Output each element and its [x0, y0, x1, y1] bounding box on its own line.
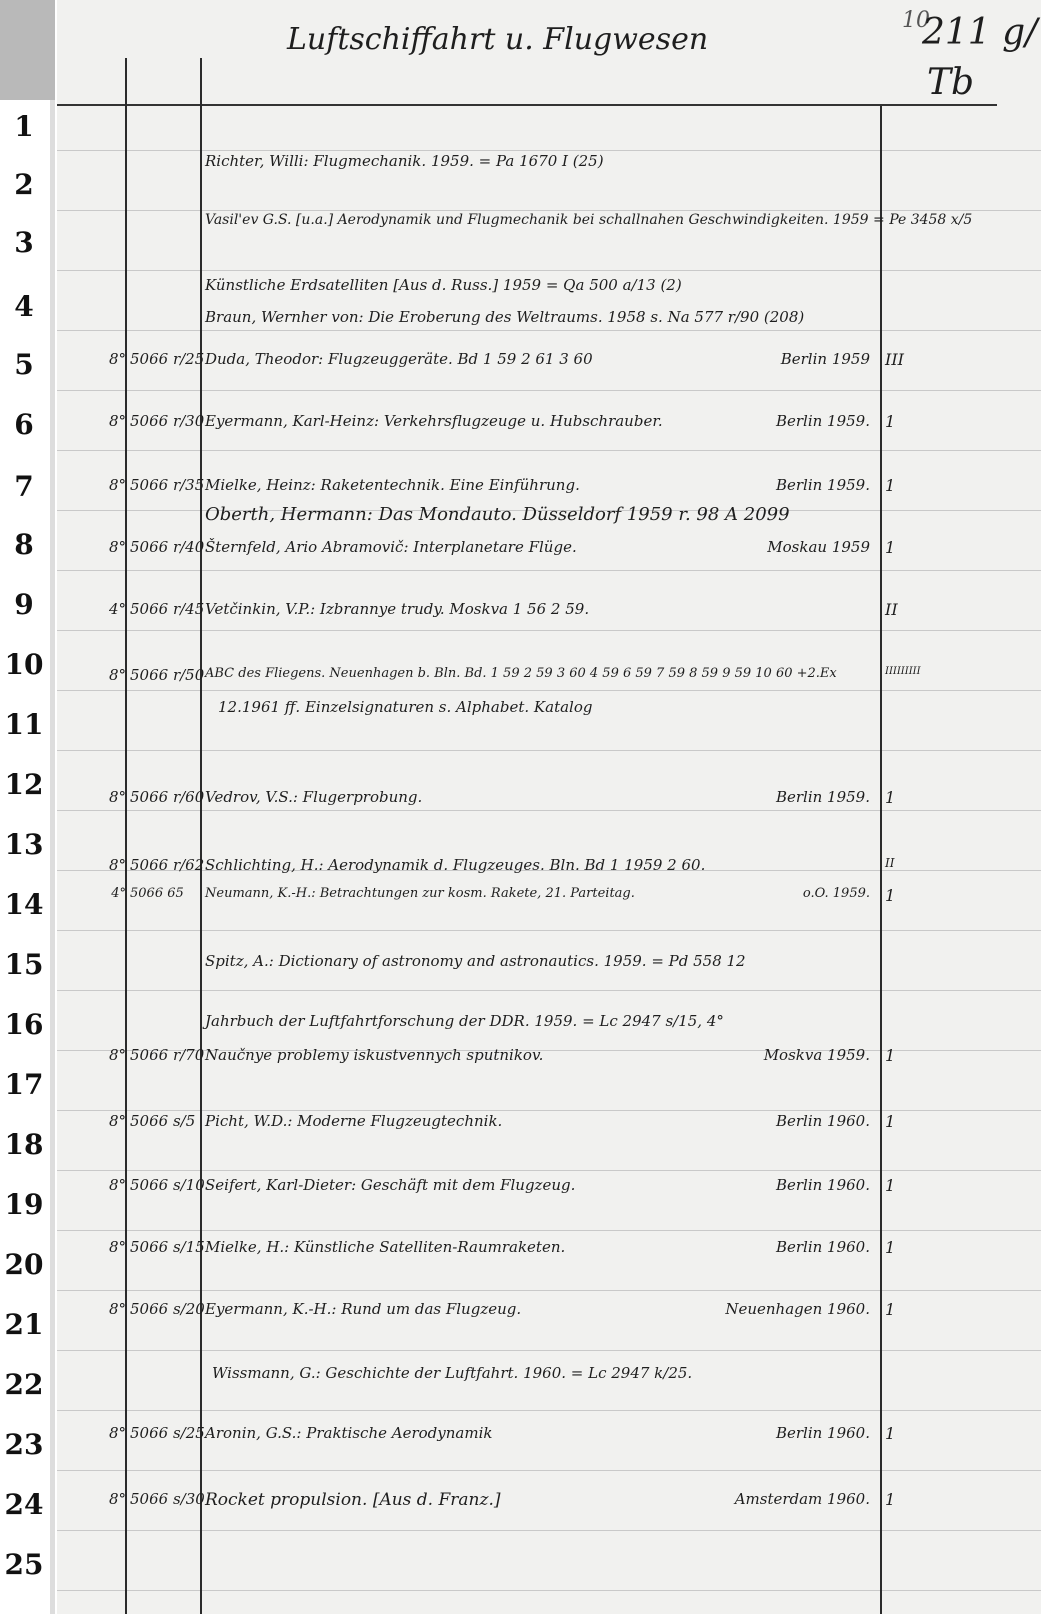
format-mark: 8° [108, 1300, 126, 1318]
format-mark: 8° [108, 1424, 126, 1442]
call-number: 5066 s/10 [130, 1176, 205, 1194]
imprint: Berlin 1960. [775, 1424, 870, 1442]
format-mark: 8° [108, 1238, 126, 1256]
format-mark: 8° [108, 856, 126, 874]
catalog-entry: Mielke, H.: Künstliche Satelliten-Raumraketen. [205, 1238, 566, 1256]
format-mark: 8° [108, 1176, 126, 1194]
catalog-entry: Künstliche Erdsatelliten [Aus d. Russ.] 1959 = Qa 500 a/13 (2) [205, 276, 682, 294]
copy-count: 1 [885, 1490, 896, 1509]
catalog-entry: Wissmann, G.: Geschichte der Luftfahrt. 1960. = Lc 2947 k/25. [212, 1364, 693, 1382]
row-number: 9 [14, 588, 34, 621]
copy-count: III [885, 350, 904, 369]
copy-count: 1 [885, 1112, 896, 1131]
shelf-code: Tb [927, 62, 975, 103]
row-number: 16 [4, 1008, 44, 1041]
copy-count: 1 [885, 886, 896, 905]
call-number: 5066 r/35 [130, 476, 205, 494]
copy-count: 1 [885, 538, 896, 557]
row-number: 24 [4, 1488, 44, 1521]
row-number: 25 [4, 1548, 44, 1581]
call-number: 5066 r/45 [130, 600, 205, 618]
catalog-entry: Eyermann, Karl-Heinz: Verkehrsflugzeuge u. Hubschrauber. [205, 412, 663, 430]
copy-count: 1 [885, 1238, 896, 1257]
call-number: 5066 r/30 [130, 412, 205, 430]
catalog-entry: Vedrov, V.S.: Flugerprobung. [205, 788, 423, 806]
call-number: 5066 r/60 [130, 788, 205, 806]
catalog-entry: Seifert, Karl-Dieter: Geschäft mit dem Flugzeug. [205, 1176, 576, 1194]
format-mark: 8° [108, 350, 126, 368]
catalog-entry: 12.1961 ff. Einzelsignaturen s. Alphabet. Katalog [218, 698, 593, 716]
call-number: 5066 s/30 [130, 1490, 205, 1508]
imprint: Berlin 1959. [775, 412, 870, 430]
imprint: Amsterdam 1960. [734, 1490, 870, 1508]
row-number: 21 [4, 1308, 44, 1341]
row-number: 13 [4, 828, 44, 861]
catalog-entry: Mielke, Heinz: Raketentechnik. Eine Einführung. [205, 476, 580, 494]
catalog-entry: Rocket propulsion. [Aus d. Franz.] [205, 1490, 501, 1510]
row-number: 17 [4, 1068, 44, 1101]
copy-count: 1 [885, 1424, 896, 1443]
row-number: 11 [4, 708, 44, 741]
imprint: Berlin 1959 [780, 350, 870, 368]
copy-count: 1 [885, 1046, 896, 1065]
imprint: o.O. 1959. [802, 886, 870, 901]
shelf-mark: 211 g/ [922, 12, 1038, 53]
row-number: 4 [14, 290, 34, 323]
imprint: Moskau 1959 [767, 538, 870, 556]
catalog-entry: Schlichting, H.: Aerodynamik d. Flugzeuges. Bln. Bd 1 1959 2 60. [205, 856, 706, 874]
row-number: 1 [14, 110, 34, 143]
format-mark: 8° [108, 1046, 126, 1064]
row-number: 8 [14, 528, 34, 561]
catalog-entry: Jahrbuch der Luftfahrtforschung der DDR. 1959. = Lc 2947 s/15, 4° [205, 1012, 724, 1030]
row-number: 23 [4, 1428, 44, 1461]
page-title: Luftschiffahrt u. Flugwesen [287, 22, 709, 57]
row-number: 19 [4, 1188, 44, 1221]
call-number: 5066 s/20 [130, 1300, 205, 1318]
copy-count: 1 [885, 1300, 896, 1319]
call-number: 5066 r/25 [130, 350, 205, 368]
row-number: 10 [4, 648, 44, 681]
copy-count: 1 [885, 788, 896, 807]
format-mark: 8° [108, 788, 126, 806]
row-number: 20 [4, 1248, 44, 1281]
format-mark: 4° [108, 600, 126, 618]
call-number: 5066 65 [130, 886, 184, 901]
format-mark: 4° [111, 886, 126, 901]
format-mark: 8° [108, 538, 126, 556]
copy-count: IIIIIIIII [885, 666, 921, 677]
catalog-entry: Picht, W.D.: Moderne Flugzeugtechnik. [205, 1112, 503, 1130]
format-mark: 8° [108, 1490, 126, 1508]
call-number: 5066 r/62 [130, 856, 205, 874]
imprint: Berlin 1959. [775, 476, 870, 494]
catalog-entry: Oberth, Hermann: Das Mondauto. Düsseldorf 1959 r. 98 A 2099 [205, 504, 790, 525]
catalog-entry: Richter, Willi: Flugmechanik. 1959. = Pa 1670 I (25) [205, 152, 604, 170]
row-number: 14 [4, 888, 44, 921]
row-number: 6 [14, 408, 34, 441]
catalog-entry: Vetčinkin, V.P.: Izbrannye trudy. Moskva 1 56 2 59. [205, 600, 590, 618]
catalog-entry: Neumann, K.-H.: Betrachtungen zur kosm. Rakete, 21. Parteitag. [205, 886, 635, 901]
call-number: 5066 s/5 [130, 1112, 196, 1130]
imprint: Moskva 1959. [763, 1046, 870, 1064]
catalog-entry: Eyermann, K.-H.: Rund um das Flugzeug. [205, 1300, 522, 1318]
catalog-entry: Naučnye problemy iskustvennych sputnikov. [205, 1046, 544, 1064]
copy-count: II [885, 856, 895, 870]
call-number: 5066 r/50 [130, 666, 205, 684]
row-number: 5 [14, 348, 34, 381]
imprint: Berlin 1960. [775, 1176, 870, 1194]
row-number: 3 [14, 226, 34, 259]
catalog-entry: ABC des Fliegens. Neuenhagen b. Bln. Bd. 1 59 2 59 3 60 4 59 6 59 7 59 8 59 9 59 10 60 +2.Ex [205, 666, 837, 681]
catalog-entry: Braun, Wernher von: Die Eroberung des Weltraums. 1958 s. Na 577 r/90 (208) [205, 308, 805, 326]
corner-note: 10 [902, 8, 930, 33]
catalog-entry: Aronin, G.S.: Praktische Aerodynamik [205, 1424, 493, 1442]
format-mark: 8° [108, 1112, 126, 1130]
copy-count: II [885, 600, 898, 619]
imprint: Neuenhagen 1960. [725, 1300, 870, 1318]
copy-count: 1 [885, 1176, 896, 1195]
row-number: 12 [4, 768, 44, 801]
call-number: 5066 s/25 [130, 1424, 205, 1442]
format-mark: 8° [108, 476, 126, 494]
catalog-entry: Duda, Theodor: Flugzeuggeräte. Bd 1 59 2 61 3 60 [205, 350, 593, 368]
row-number: 18 [4, 1128, 44, 1161]
format-mark: 8° [108, 412, 126, 430]
format-mark: 8° [108, 666, 126, 684]
row-number: 15 [4, 948, 44, 981]
catalog-entry: Spitz, A.: Dictionary of astronomy and astronautics. 1959. = Pd 558 12 [205, 952, 746, 970]
row-number: 2 [14, 168, 34, 201]
row-number: 7 [14, 470, 34, 503]
call-number: 5066 s/15 [130, 1238, 205, 1256]
catalog-entry: Šternfeld, Ario Abramovič: Interplanetare Flüge. [205, 538, 577, 556]
catalog-entry: Vasil'ev G.S. [u.a.] Aerodynamik und Flugmechanik bei schallnahen Geschwindigkeiten. 1959 = Pe 3458 x/5 [205, 212, 973, 228]
imprint: Berlin 1960. [775, 1238, 870, 1256]
imprint: Berlin 1959. [775, 788, 870, 806]
call-number: 5066 r/40 [130, 538, 205, 556]
row-number: 22 [4, 1368, 44, 1401]
imprint: Berlin 1960. [775, 1112, 870, 1130]
call-number: 5066 r/70 [130, 1046, 205, 1064]
copy-count: 1 [885, 476, 896, 495]
copy-count: 1 [885, 412, 896, 431]
